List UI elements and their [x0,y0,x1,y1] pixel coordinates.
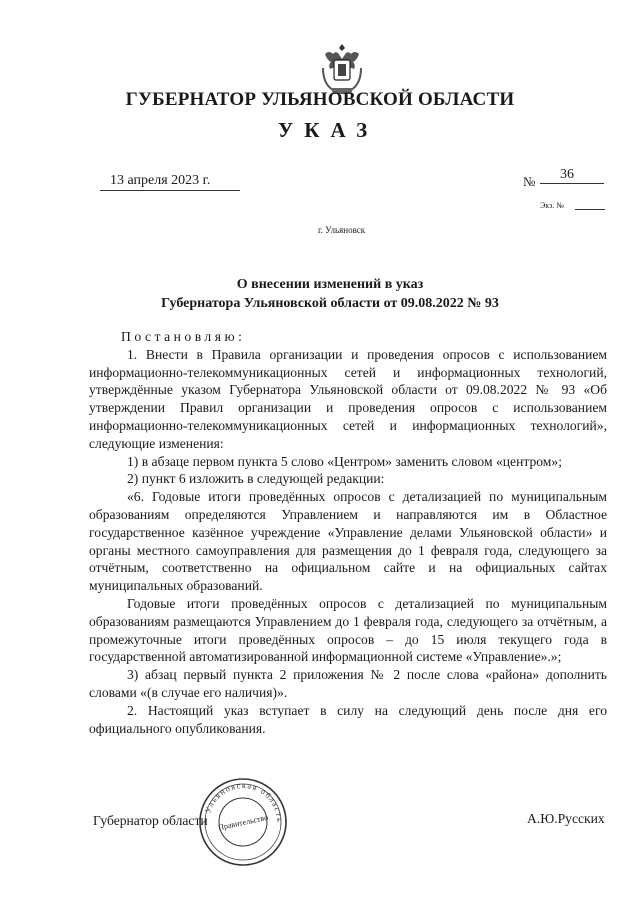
coat-of-arms-emblem [319,40,365,96]
number-underline [540,183,604,184]
body-paragraph: 1. Внести в Правила организации и проведения опросов с использованием информационно-телекоммуникационных сетей и информационных технологий, утверждённые указом Губернатора Ульяновской области от 09.08.2022 № 93 «Об утверждении Правил организации и проведения опросов с использованием информационно-телекоммуникационных сетей и информационных технологий», следующие изменения: [89,346,607,451]
document-subject [0,275,640,313]
document-date: 13 апреля 2023 г. [110,173,211,188]
body-paragraph: 1) в абзаце первом пункта 5 слово «Центром» заменить словом «центром»; [127,453,562,469]
subject-line-1: О внесении изменений в указ [236,277,424,292]
body-paragraph: «6. Годовые итоги проведённых опросов с детализацией по муниципальным образованиям определяются Управлением и направляются им в Областное государственное казённое учреждение «Управление делами Ульяновской области» и органы местного самоуправления для размещения до 1 февраля года, следующего за отчётным, соответственно на официальном сайте и на официальных сайтах муниципальных образований. [89,489,607,594]
signer-name: А.Ю.Русских [527,811,605,826]
number-label: № [523,174,536,189]
date-underline [100,190,240,191]
body-paragraph: Годовые итоги проведённых опросов с детализацией по муниципальным образованиям размещаются Управлением до 1 февраля года, следующего за отчётным, а промежуточные итоги проведённых опросов – до 15 июля текущего года в государственной автоматизированной информационной системе «Управление».»; [89,595,607,665]
svg-text:Правительство: Правительство [217,812,269,833]
governor-title: ГУБЕРНАТОР УЛЬЯНОВСКОЙ ОБЛАСТИ [125,89,515,110]
document-body [89,328,607,737]
body-paragraph: 3) абзац первый пункта 2 приложения № 2 после слова «района» дополнить словами «(в случае его наличия)». [89,667,607,700]
document-type: УКАЗ [277,118,379,142]
city-name: г. Ульяновск [318,225,366,235]
document-number: 36 [560,167,574,182]
copy-number-underline [575,209,605,210]
svg-text:Ульяновская область: Ульяновская область [203,780,285,824]
subject-line-2: Губернатора Ульяновской области от 09.08.2022 № 93 [161,296,499,311]
signer-title: Губернатор области [93,813,208,828]
copy-number-label: Экз. № [540,201,564,210]
body-paragraph: Постановляю: [121,329,246,344]
official-seal-stamp [197,776,289,868]
body-paragraph: 2) пункт 6 изложить в следующей редакции: [127,471,385,487]
body-paragraph: 2. Настоящий указ вступает в силу на следующий день после дня его официального опубликования. [89,702,607,736]
